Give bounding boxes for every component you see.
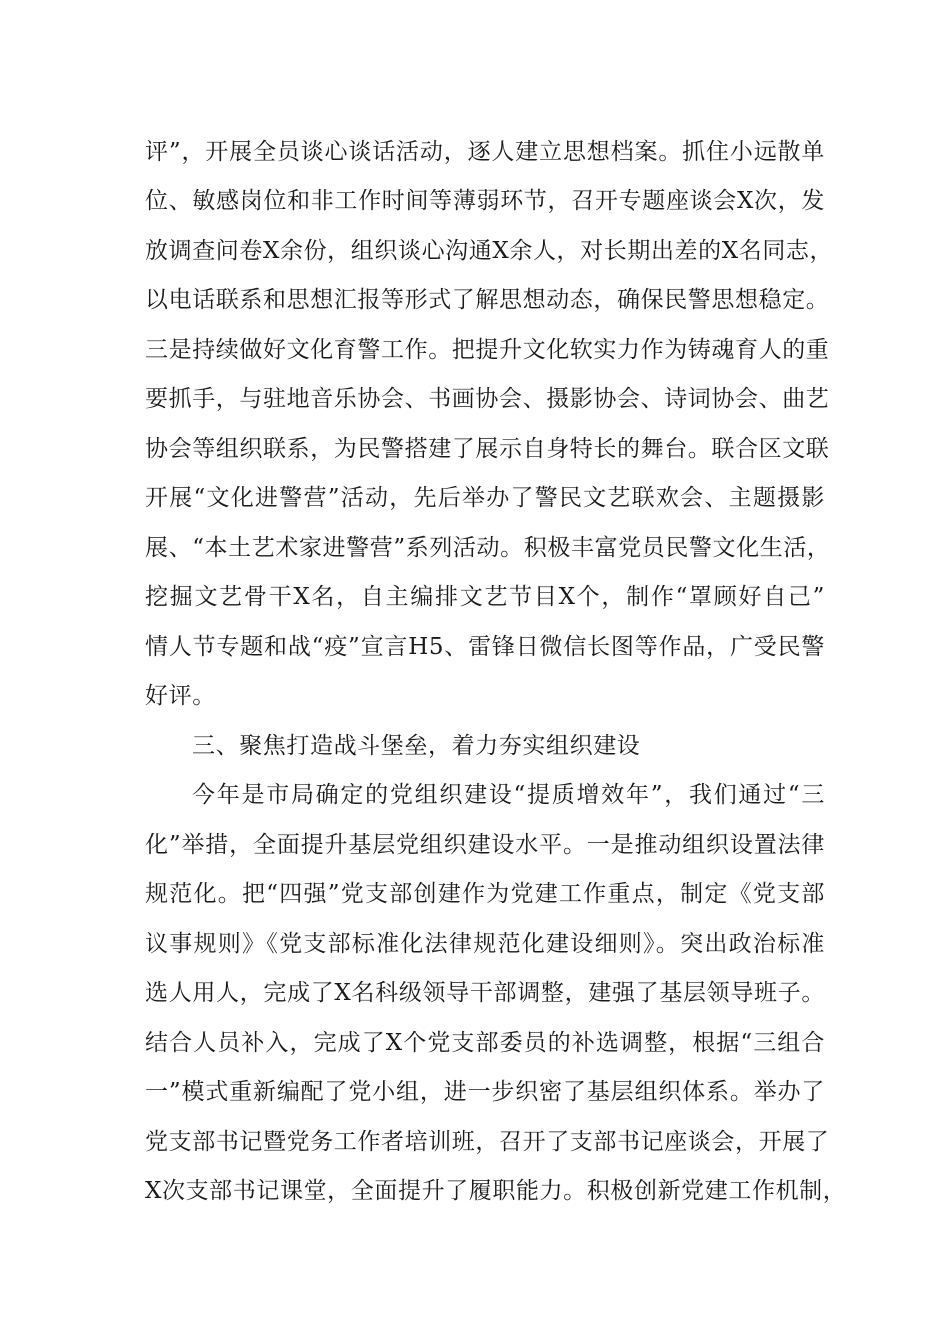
text-line: 位、敏感岗位和非工作时间等薄弱环节，召开专题座谈会X次，发 [145,188,825,214]
text-line: 评”，开展全员谈心谈话活动，逐人建立思想档案。抓住小远散单 [145,139,825,165]
text-line: 好评。 [145,683,216,709]
text-line: 以电话联系和思想汇报等形式了解思想动态，确保民警思想稳定。 [145,287,830,313]
text-line: 展、“本土艺术家进警营”系列活动。积极丰富党员民警文化生活， [145,535,831,561]
section-heading: 三、聚焦打造战斗堡垒，着力夯实组织建设 [192,733,641,759]
text-line: 要抓手，与驻地音乐协会、书画协会、摄影协会、诗词协会、曲艺 [145,386,830,412]
text-line: 规范化。把“四强”党支部创建作为党建工作重点，制定《党支部 [145,881,825,907]
text-line: 一”模式重新编配了党小组，进一步织密了基层组织体系。举办了 [145,1079,825,1105]
text-line: 议事规则》《党支部标准化法律规范化建设细则》。突出政治标准 [145,931,825,957]
text-line: 选人用人，完成了X名科级领导干部调整，建强了基层领导班子。 [145,980,825,1006]
text-line: 党支部书记暨党务工作者培训班，召开了支部书记座谈会，开展了 [145,1129,830,1155]
text-line: X次支部书记课堂，全面提升了履职能力。积极创新党建工作机制， [145,1178,847,1204]
text-line: 开展“文化进警营”活动，先后举办了警民文艺联欢会、主题摄影 [145,485,825,511]
text-line: 协会等组织联系，为民警搭建了展示自身特长的舞台。联合区文联 [145,436,830,462]
text-line: 放调查问卷X余份，组织谈心沟通X余人，对长期出差的X名同志， [145,238,834,264]
text-line: 结合人员补入，完成了X个党支部委员的补选调整，根据“三组合 [145,1030,825,1056]
text-line: 挖掘文艺骨干X名，自主编排文艺节目X个，制作“罩顾好自己” [145,584,825,610]
text-line: 三是持续做好文化育警工作。把提升文化软实力作为铸魂育人的重 [145,337,830,363]
text-line: 情人节专题和战“疫”宣言H5、雷锋日微信长图等作品，广受民警 [145,634,825,660]
text-line: 化”举措，全面提升基层党组织建设水平。一是推动组织设置法律 [145,832,825,858]
paragraph-first-line: 今年是市局确定的党组织建设“提质增效年”，我们通过“三 [192,782,825,808]
